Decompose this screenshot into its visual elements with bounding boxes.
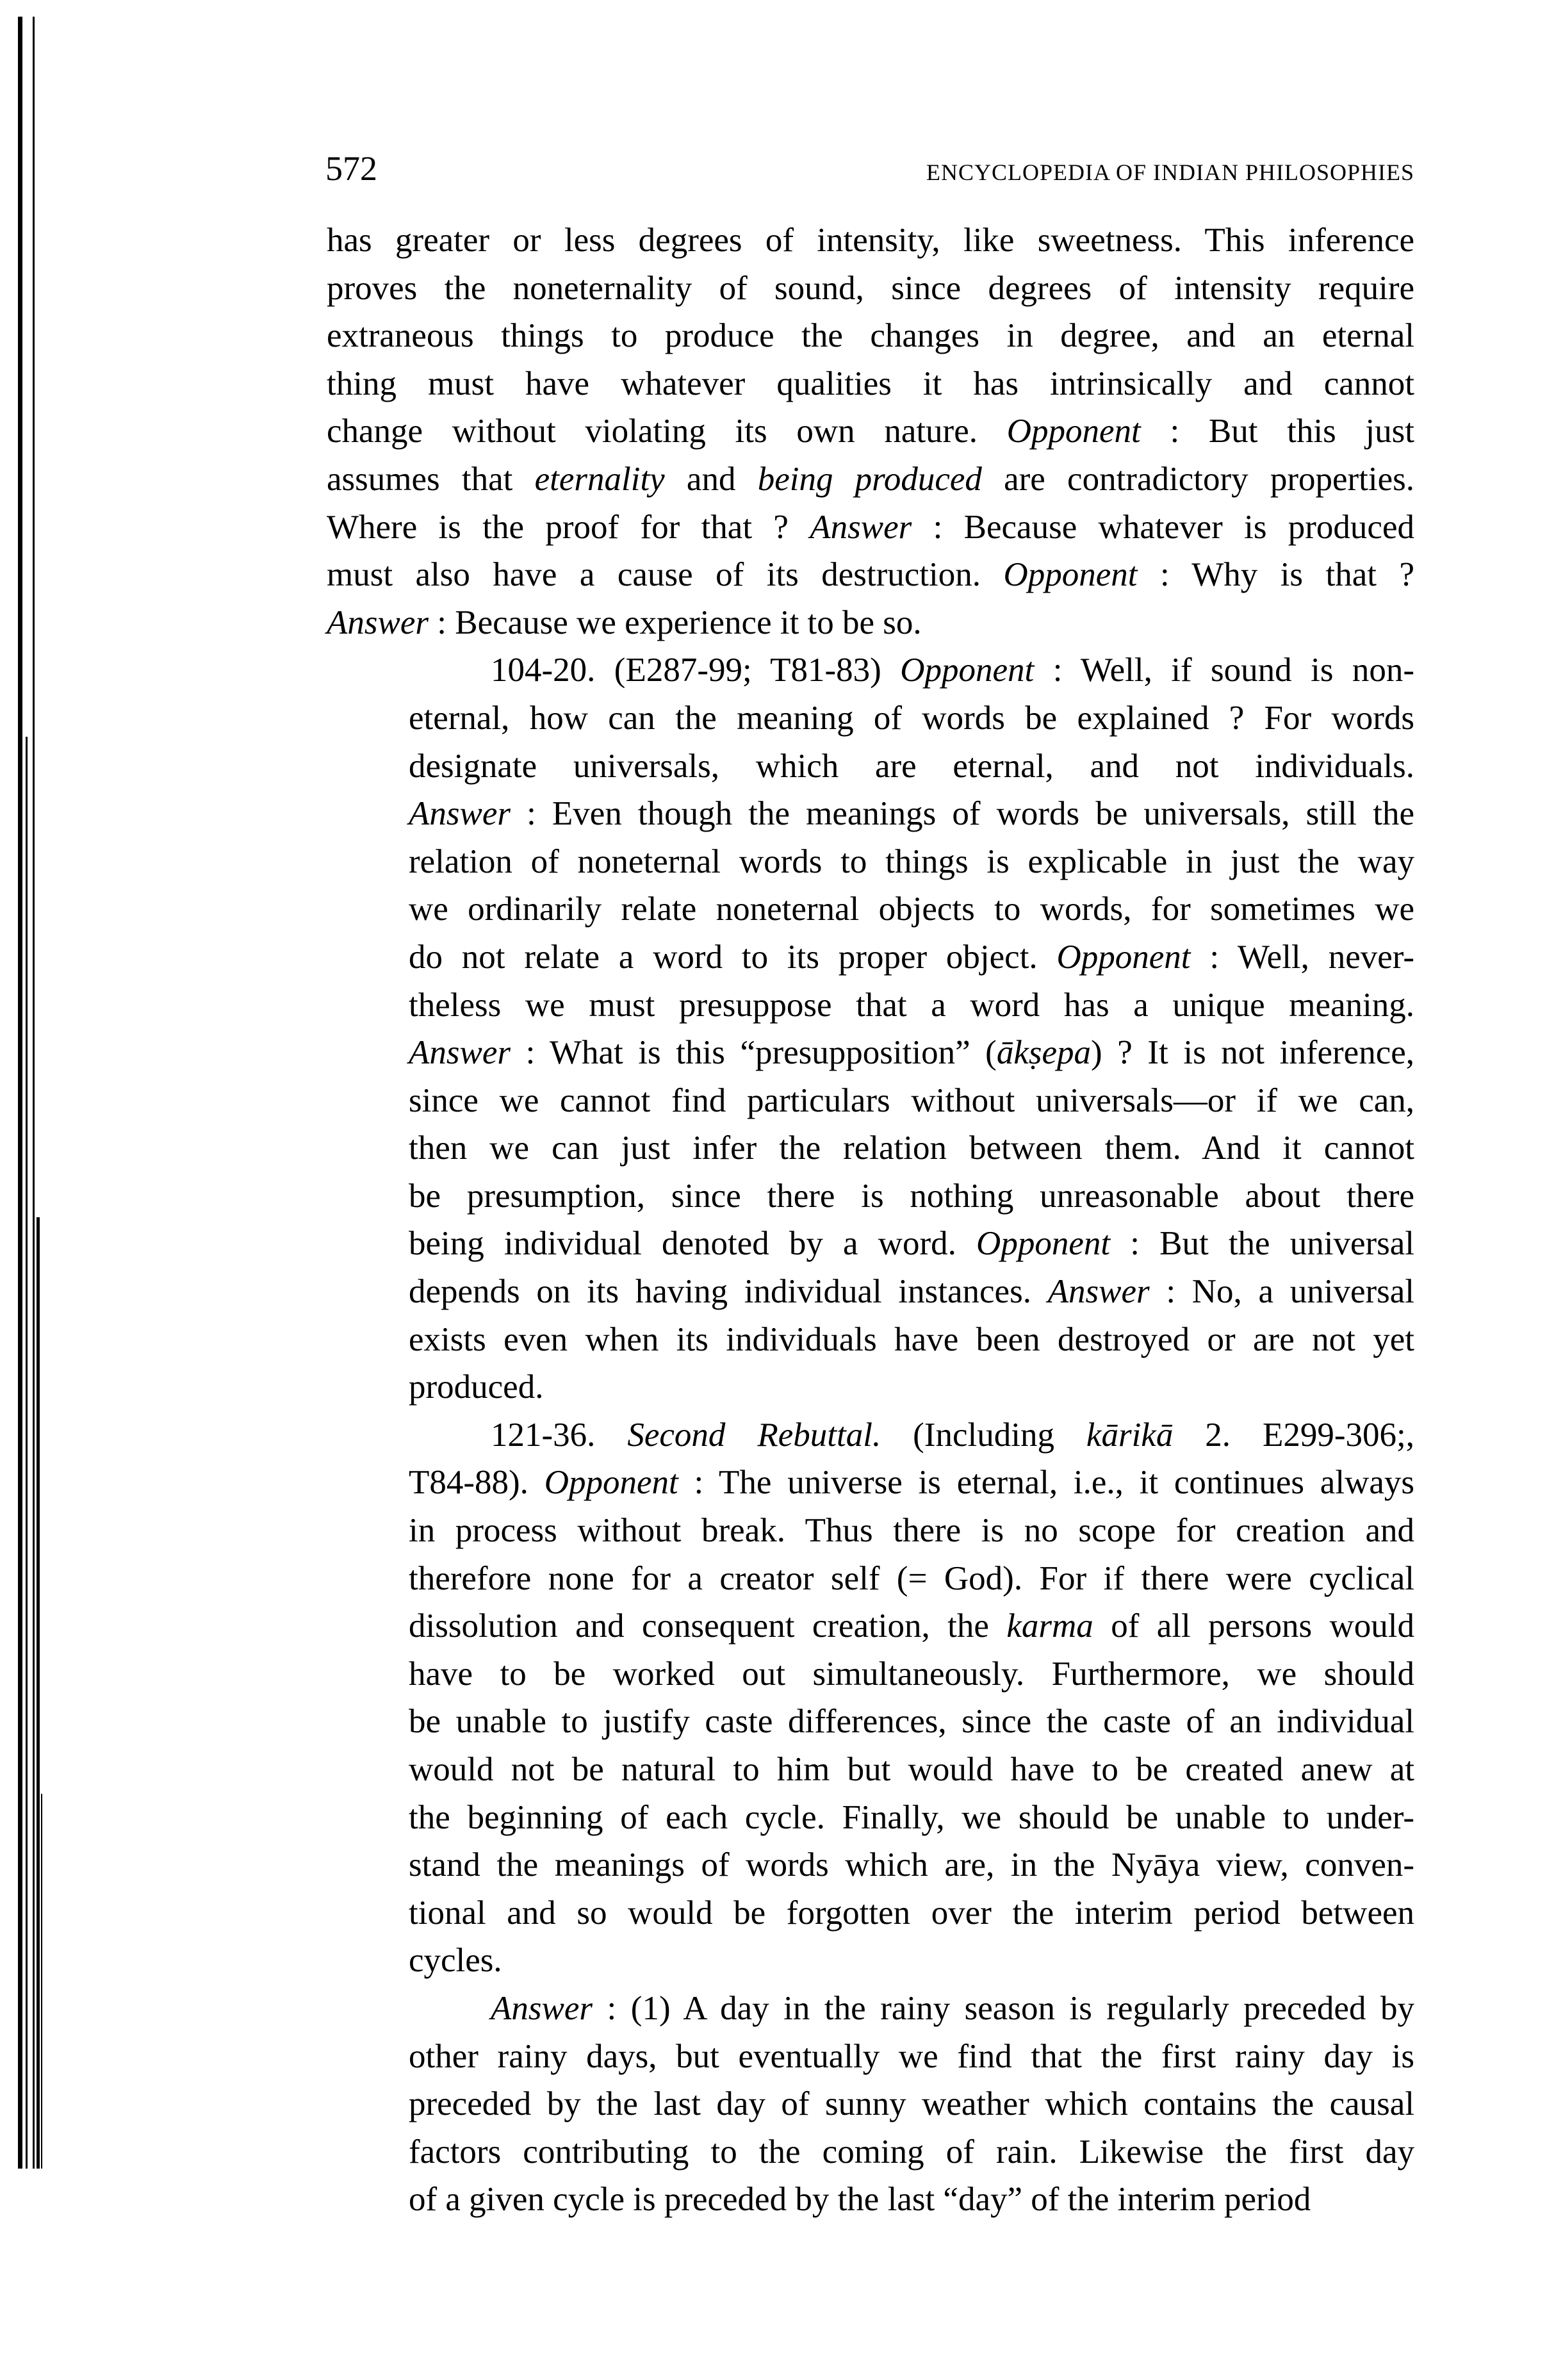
text-run: : Well, if sound is non- — [1034, 652, 1415, 689]
text-run: : Because we experience it to be so. — [429, 603, 922, 641]
text-line — [327, 1841, 1414, 1889]
page-body-text — [327, 217, 1414, 2224]
paragraph — [327, 1985, 1414, 2224]
text-run: : No, a universal — [1149, 1273, 1415, 1311]
scan-binding-edge — [33, 17, 35, 2169]
text-line — [327, 885, 1414, 933]
text-run: preceded by the last day of sunny weather which contains the causal — [409, 2085, 1414, 2123]
text-run: has greater or less degrees of intensity, like sweetness. This inference — [327, 222, 1414, 259]
text-run: would not be natural to him but would have to be created anew at — [409, 1751, 1414, 1788]
text-run: thing must have whatever qualities it has intrinsically and cannot — [327, 365, 1414, 402]
text-line — [327, 694, 1414, 743]
text-line — [327, 1985, 1414, 2033]
text-run: since we cannot find particulars without universals—or if we can, — [409, 1081, 1414, 1119]
text-run: depends on its having individual instances. — [409, 1273, 1048, 1311]
text-run: other rainy days, but eventually we find that the first rainy day is — [409, 2037, 1414, 2075]
text-line — [327, 217, 1414, 265]
italic-term: Opponent — [1056, 938, 1191, 976]
text-run: be presumption, since there is nothing unreasonable about there — [409, 1177, 1414, 1215]
text-run: relation of noneternal words to things is explicable in just the way — [409, 842, 1414, 880]
text-line — [327, 838, 1414, 886]
text-run: change without violating its own nature. — [327, 413, 1007, 450]
text-run: stand the meanings of words which are, in the Nyāya view, conven- — [409, 1846, 1414, 1884]
text-line — [327, 2176, 1414, 2224]
text-line — [327, 1746, 1414, 1794]
text-run: : Well, never- — [1190, 938, 1414, 976]
text-line — [327, 599, 1414, 647]
text-line — [327, 504, 1414, 552]
text-line — [327, 1602, 1414, 1650]
paragraph — [327, 1411, 1414, 1985]
text-line — [327, 1555, 1414, 1603]
text-line — [327, 2033, 1414, 2081]
italic-term: Opponent — [976, 1225, 1111, 1263]
text-run: Where is the proof for that ? — [327, 508, 810, 546]
italic-term: eternality — [534, 460, 665, 498]
text-run: T84-88). — [409, 1464, 544, 1502]
italic-term: being produced — [757, 460, 982, 498]
text-run: tional and so would be forgotten over the interim period between — [409, 1894, 1414, 1932]
text-line — [327, 1794, 1414, 1842]
italic-term: kārikā — [1086, 1416, 1174, 1454]
text-line — [327, 790, 1414, 838]
italic-term: Opponent — [900, 652, 1035, 689]
text-run: have to be worked out simultaneously. Furthermore, we should — [409, 1655, 1414, 1693]
text-run: assumes that — [327, 460, 535, 498]
paragraph — [327, 217, 1414, 646]
text-line — [327, 551, 1414, 599]
text-line — [327, 1507, 1414, 1555]
text-run: produced. — [409, 1368, 544, 1406]
text-run: we ordinarily relate noneternal objects to words, for sometimes we — [409, 890, 1414, 928]
italic-term: Answer — [810, 508, 912, 546]
text-run: (Including — [881, 1416, 1086, 1454]
text-run: dissolution and consequent creation, the — [409, 1607, 1007, 1645]
italic-term: Answer — [409, 795, 511, 833]
text-run: then we can just infer the relation between them. And it cannot — [409, 1129, 1414, 1167]
italic-term: Answer — [1047, 1273, 1150, 1311]
text-line — [327, 1316, 1414, 1364]
italic-term: Answer — [491, 1989, 593, 2027]
text-run: must also have a cause of its destruction. — [327, 556, 1004, 594]
text-line — [327, 1220, 1414, 1268]
text-line — [327, 1698, 1414, 1746]
text-run: factors contributing to the coming of rain. Likewise the first day — [409, 2133, 1414, 2171]
text-run: : Because whatever is produced — [912, 508, 1414, 546]
text-line — [327, 1650, 1414, 1698]
italic-term: Opponent — [1003, 556, 1138, 594]
text-line — [327, 2080, 1414, 2128]
text-line — [327, 981, 1414, 1030]
text-run: of a given cycle is preceded by the last “day” of the interim period — [409, 2181, 1311, 2219]
text-line — [327, 1411, 1414, 1459]
italic-term: Opponent — [544, 1464, 678, 1502]
italic-term: Answer — [327, 603, 429, 641]
book-title: ENCYCLOPEDIA OF INDIAN PHILOSOPHIES — [926, 160, 1414, 185]
italic-term: ākṣepa — [996, 1034, 1092, 1072]
scan-binding-edge — [41, 1794, 42, 2169]
text-run: : But the universal — [1110, 1225, 1414, 1263]
text-line — [327, 455, 1414, 504]
text-line — [327, 2128, 1414, 2176]
scan-binding-edge — [37, 1217, 40, 2169]
text-line — [327, 1889, 1414, 1937]
page-number: 572 — [325, 149, 377, 188]
scan-binding-edge — [26, 737, 28, 2169]
text-run: be unable to justify caste differences, since the caste of an individual — [409, 1703, 1414, 1741]
text-run: proves the noneternality of sound, since degrees of intensity require — [327, 269, 1414, 307]
text-line — [327, 933, 1414, 981]
text-run: do not relate a word to its proper object. — [409, 938, 1057, 976]
text-run: : Why is that ? — [1137, 556, 1414, 594]
italic-term: karma — [1006, 1607, 1093, 1645]
text-run: being individual denoted by a word. — [409, 1225, 977, 1263]
text-run: 2. E299-306;, — [1173, 1416, 1415, 1454]
text-run: : (1) A day in the rainy season is regularly preceded by — [593, 1989, 1414, 2027]
text-run: and — [664, 460, 758, 498]
text-run: 121-36. — [491, 1416, 628, 1454]
text-line — [327, 407, 1414, 455]
text-run: therefore none for a creator self (= God). For if there were cyclical — [409, 1559, 1414, 1597]
text-line — [327, 1937, 1414, 1985]
text-line — [327, 1172, 1414, 1220]
text-run: theless we must presuppose that a word has a unique meaning. — [409, 986, 1414, 1024]
running-head — [325, 146, 1414, 191]
text-line — [327, 743, 1414, 791]
text-run: the beginning of each cycle. Finally, we should be unable to under- — [409, 1798, 1414, 1836]
text-line — [327, 1124, 1414, 1172]
text-run: : What is this “presupposition” ( — [511, 1034, 997, 1072]
italic-term: Opponent — [1006, 413, 1141, 450]
text-run: designate universals, which are eternal, and not individuals. — [409, 747, 1414, 785]
text-line — [327, 360, 1414, 408]
text-line — [327, 1077, 1414, 1125]
text-run: cycles. — [409, 1942, 502, 1980]
text-run: 104-20. (E287-99; T81-83) — [491, 652, 901, 689]
text-run: : But this just — [1140, 413, 1414, 450]
italic-term: Answer — [409, 1034, 511, 1072]
scan-binding-edge — [18, 17, 22, 2169]
text-run: exists even when its individuals have been destroyed or are not yet — [409, 1320, 1414, 1358]
text-line — [327, 312, 1414, 360]
text-line — [327, 265, 1414, 313]
italic-term: Second Rebuttal. — [627, 1416, 881, 1454]
text-run: : Even though the meanings of words be universals, still the — [511, 795, 1414, 833]
text-line — [327, 1363, 1414, 1411]
text-run: ) ? It is not inference, — [1091, 1034, 1415, 1072]
text-run: in process without break. Thus there is no scope for creation and — [409, 1512, 1414, 1550]
text-line — [327, 1268, 1414, 1316]
text-line — [327, 646, 1414, 694]
text-run: are contradictory properties. — [981, 460, 1414, 498]
paragraph — [327, 646, 1414, 1411]
text-run: of all persons would — [1093, 1607, 1414, 1645]
text-line — [327, 1459, 1414, 1507]
text-line — [327, 1029, 1414, 1077]
text-run: eternal, how can the meaning of words be explained ? For words — [409, 699, 1414, 737]
text-run: : The universe is eternal, i.e., it continues always — [678, 1464, 1414, 1502]
text-run: extraneous things to produce the changes in degree, and an eternal — [327, 317, 1414, 355]
